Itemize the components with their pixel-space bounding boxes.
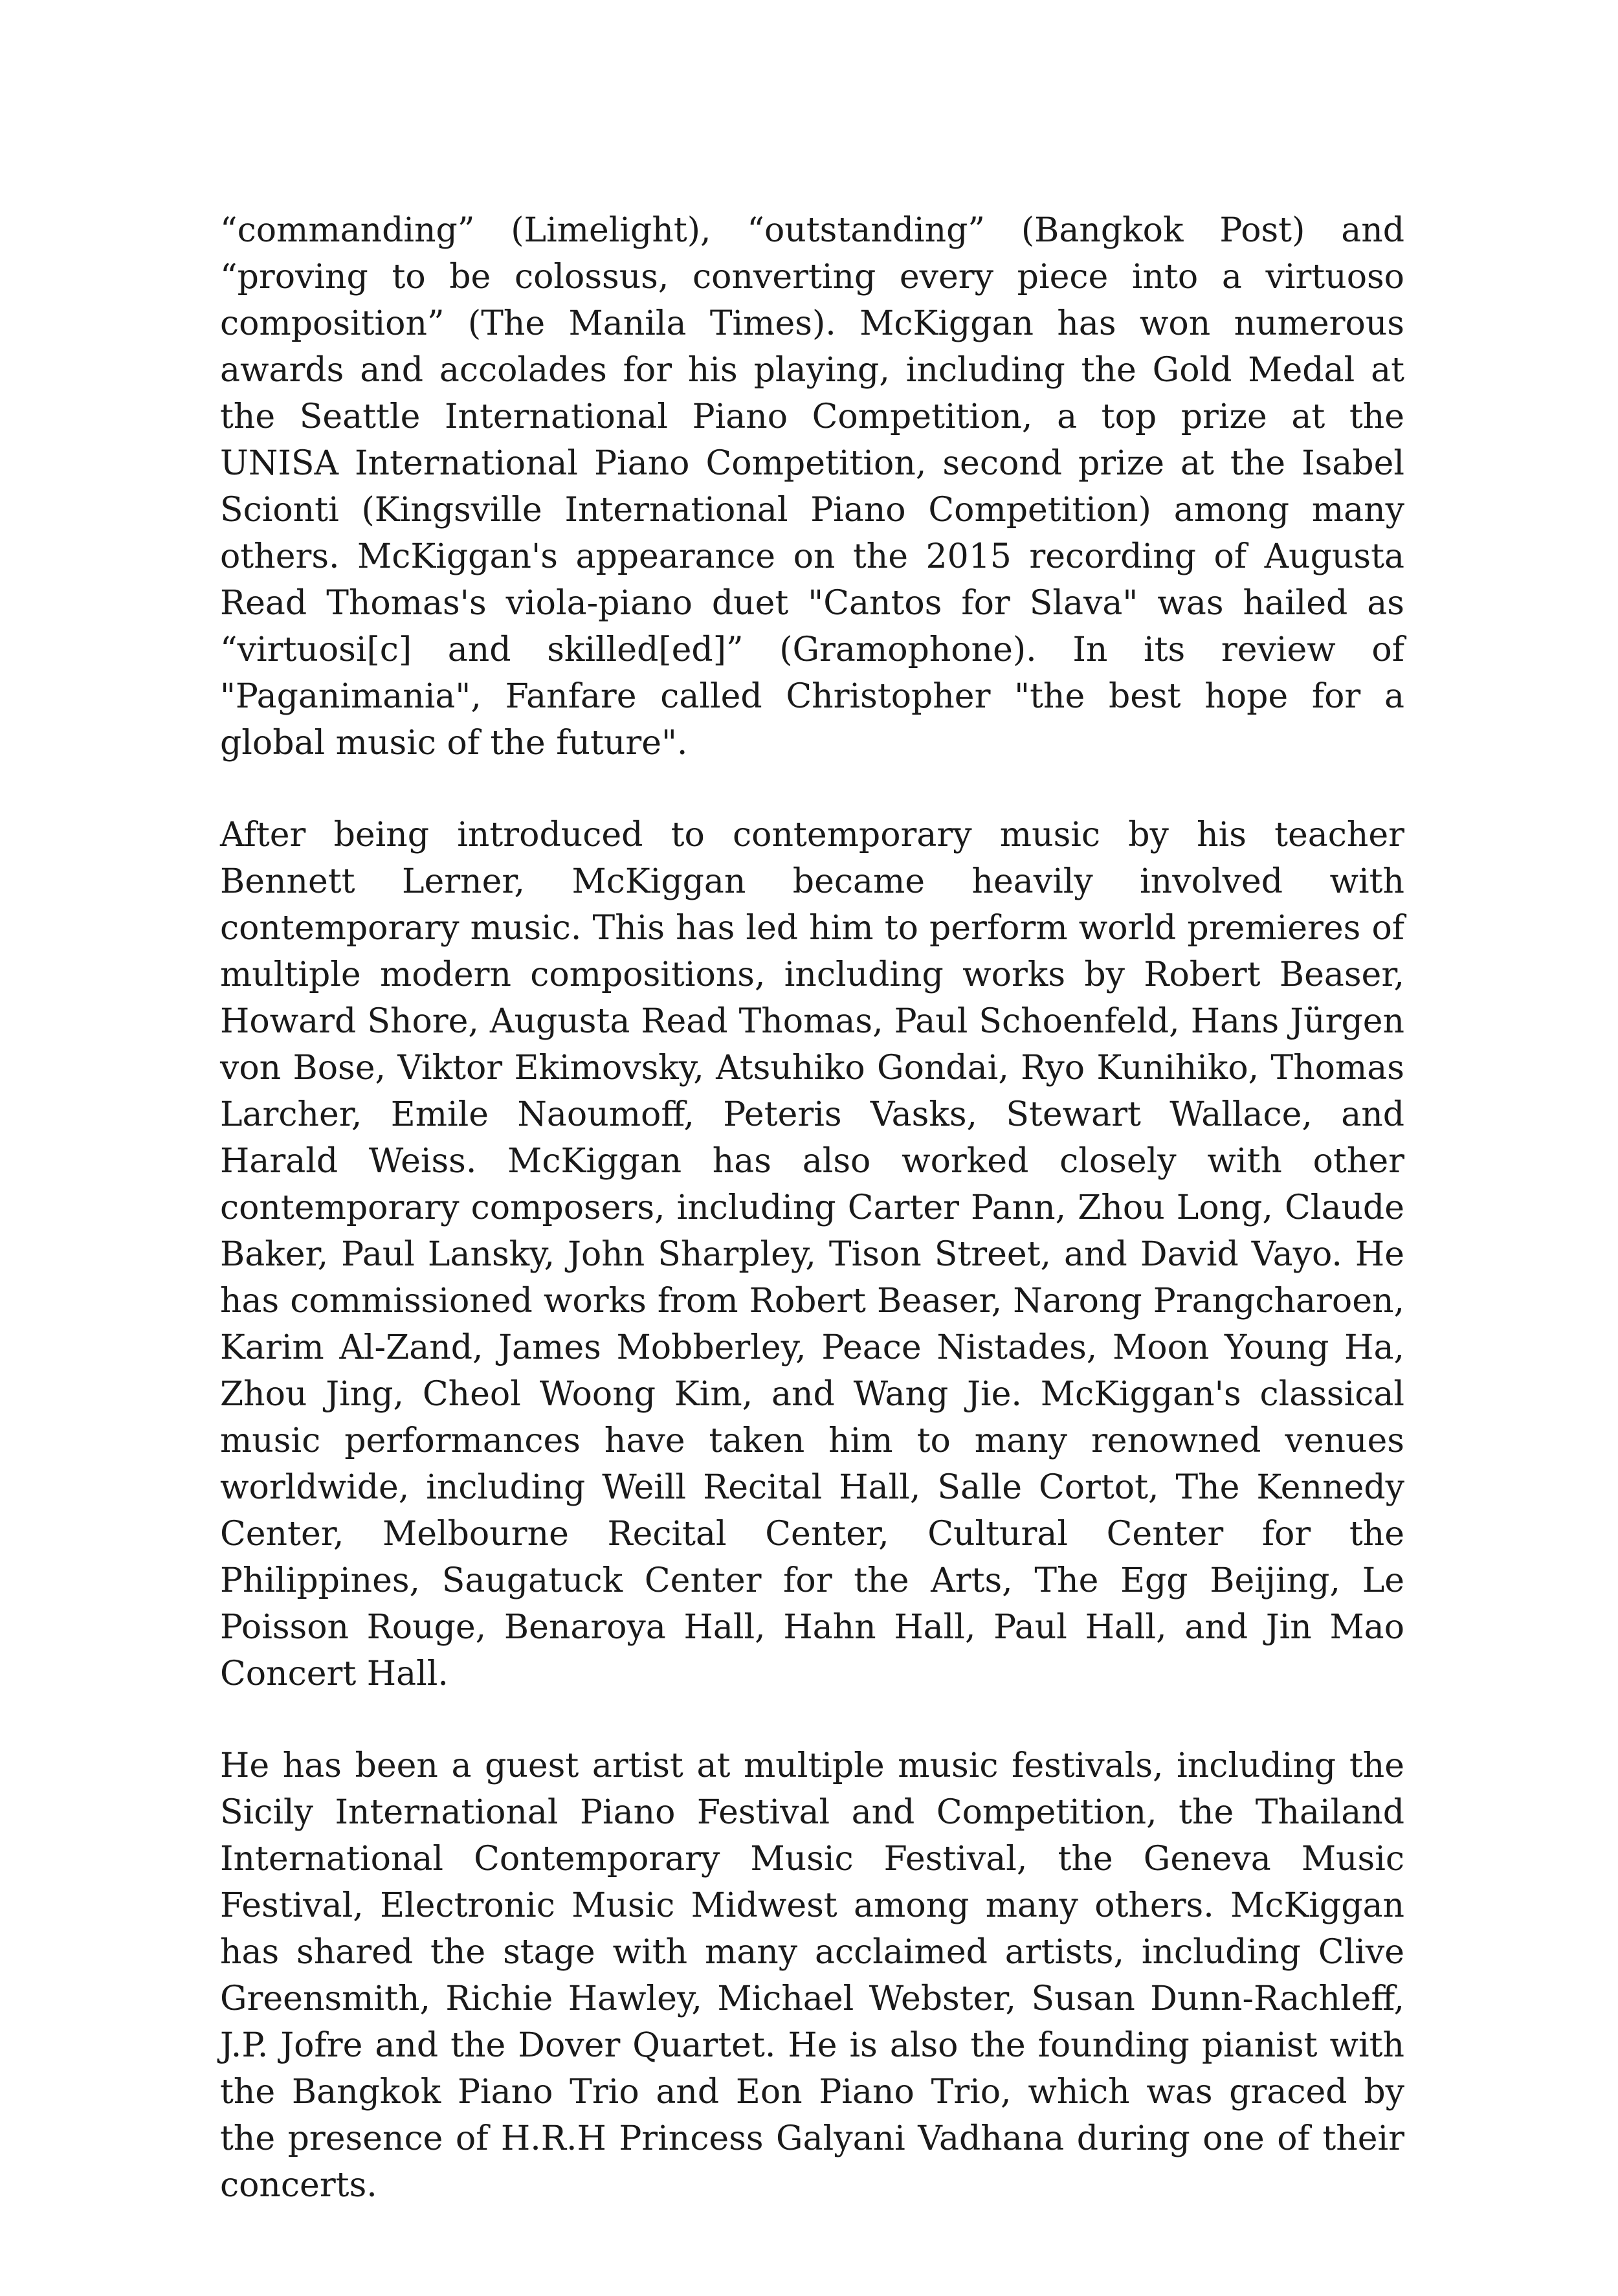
paragraph-2: After being introduced to contemporary music by his teacher Bennett Lerner, McKiggan became heavily involved with contemporary music. This has led him to perform world premieres of multiple modern compositions, including works by Robert Beaser, Howard Shore, Augusta Read Thomas, Paul Schoenfeld, Hans Jürgen von Bose, Viktor Ekimovsky, Atsuhiko Gondai, Ryo Kunihiko, Thomas Larcher, Emile Naoumoff, Peteris Vasks, Stewart Wallace, and Harald Weiss. McKiggan has also worked closely with other contemporary composers, including Carter Pann, Zhou Long, Claude Baker, Paul Lansky, John Sharpley, Tison Street, and David Vayo. He has commissioned works from Robert Beaser, Narong Prangcharoen, Karim Al-Zand, James Mobberley, Peace Nistades, Moon Young Ha, Zhou Jing, Cheol Woong Kim, and Wang Jie. McKiggan's classical music performances have taken him to many renowned venues worldwide, including Weill Recital Hall, Salle Cortot, The Kennedy Center, Melbourne Recital Center, Cultural Center for the Philippines, Saugatuck Center for the Arts, The Egg Beijing, Le Poisson Rouge, Benaroya Hall, Hahn Hall, Paul Hall, and Jin Mao Concert Hall. <box>220 816 1404 1693</box>
paragraph-1: “commanding” (Limelight), “outstanding” (Bangkok Post) and “proving to be colossus, converting every piece into a virtuoso composition” (The Manila Times). McKiggan has won numerous awards and accolades for his playing, including the Gold Medal at the Seattle International Piano Competition, a top prize at the UNISA International Piano Competition, second prize at the Isabel Scionti (Kingsville International Piano Competition) among many others. McKiggan's appearance on the 2015 recording of Augusta Read Thomas's viola-piano duet "Cantos for Slava" was hailed as “virtuosi[c] and skilled[ed]” (Gramophone). In its review of "Paganimania", Fanfare called Christopher "the best hope for a global music of the future". <box>220 211 1404 763</box>
body-text <box>220 207 1404 2209</box>
paragraph-3: He has been a guest artist at multiple music festivals, including the Sicily International Piano Festival and Competition, the Thailand International Contemporary Music Festival, the Geneva Music Festival, Electronic Music Midwest among many others. McKiggan has shared the stage with many acclaimed artists, including Clive Greensmith, Richie Hawley, Michael Webster, Susan Dunn-Rachleff, J.P. Jofre and the Dover Quartet. He is also the founding pianist with the Bangkok Piano Trio and Eon Piano Trio, which was graced by the presence of H.R.H Princess Galyani Vadhana during one of their concerts. <box>220 1746 1404 2205</box>
